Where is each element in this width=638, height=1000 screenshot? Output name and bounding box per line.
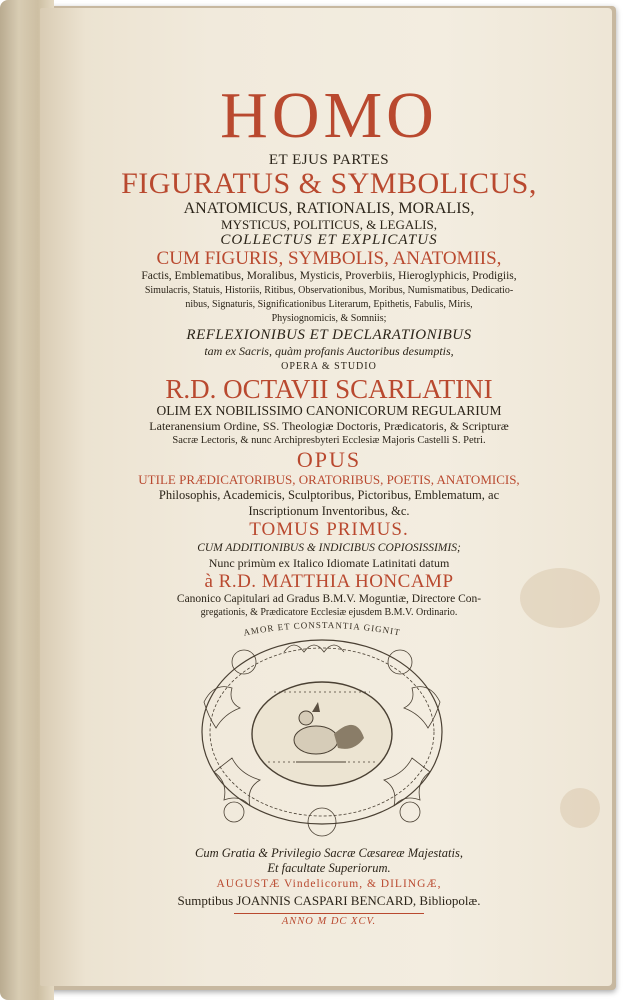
privilege-line: Cum Gratia & Privilegio Sacræ Cæsareæ Majestatis, xyxy=(195,846,463,860)
subtitle-line: ET EJUS PARTES xyxy=(268,152,390,168)
text-line: OLIM EX NOBILISSIMO CANONICORUM REGULARIUM xyxy=(156,403,502,418)
author-name: R.D. OCTAVII SCARLATINI xyxy=(165,374,493,404)
volume-heading: TOMUS PRIMUS. xyxy=(249,519,409,540)
text-line: Simulacris, Statuis, Historiis, Ritibus, Observationibus, Moribus, Numismatibus, Dedicatio- xyxy=(144,285,514,296)
imprint-place: AUGUSTÆ Vindelicorum, & DILINGÆ, xyxy=(216,878,442,890)
text-line: CUM ADDITIONIBUS & INDICIBUS COPIOSISSIMIS; xyxy=(197,542,461,554)
subtitle-red-line: FIGURATUS & SYMBOLICUS, xyxy=(121,167,537,200)
red-text-line: UTILE PRÆDICATORIBUS, ORATORIBUS, POETIS, ANATOMICIS, xyxy=(138,472,520,487)
text-line: Sacræ Lectoris, & nunc Archipresbyteri Ecclesiæ Majoris Castelli S. Petri. xyxy=(172,435,486,446)
text-line: tam ex Sacris, quàm profanis Auctoribus desumptis, xyxy=(204,344,454,358)
text-line: COLLECTUS ET EXPLICATUS xyxy=(220,232,438,248)
vignette-motto: AMOR ET CONSTANTIA GIGNIT xyxy=(242,622,402,638)
text-line: ANATOMICUS, RATIONALIS, MORALIS, xyxy=(183,200,475,217)
text-line: Factis, Emblematibus, Moralibus, Mysticis, Proverbiis, Hieroglyphicis, Prodigiis, xyxy=(141,270,517,282)
translator-name: à R.D. MATTHIA HONCAMP xyxy=(204,571,454,592)
svg-text:AMOR ET CONSTANTIA GIGNIT xyxy=(243,622,402,638)
imprint-publisher: Sumptibus JOANNIS CASPARI BENCARD, Bibliopolæ. xyxy=(177,893,481,908)
imprint-block xyxy=(54,846,604,929)
text-line: MYSTICUS, POLITICUS, & LEGALIS, xyxy=(221,217,437,232)
red-text-line: CUM FIGURIS, SYMBOLIS, ANATOMIIS, xyxy=(156,248,502,269)
main-title: HOMO xyxy=(220,79,438,152)
text-line: Canonico Capitulari ad Gradus B.M.V. Moguntiæ, Directore Con- xyxy=(176,593,482,605)
text-line: Lateranensium Ordine, SS. Theologiæ Doctoris, Prædicatoris, & Scripturæ xyxy=(149,419,509,433)
text-line: nibus, Signaturis, Significationibus Literarum, Epithetis, Fabulis, Miris, xyxy=(185,299,473,310)
imprint-year: ANNO M DC XCV. xyxy=(281,916,377,927)
text-line: OPERA & STUDIO xyxy=(281,361,377,372)
text-line: Inscriptionum Inventoribus, &c. xyxy=(248,504,410,518)
text-line: REFLEXIONIBUS ET DECLARATIONIBUS xyxy=(186,327,472,343)
title-page-text xyxy=(54,80,604,619)
text-line: Nunc primùm ex Italico Idiomate Latinitati datum xyxy=(208,556,450,570)
engraved-bird-vignette-icon xyxy=(184,622,460,844)
text-line: Physiognomicis, & Somniis; xyxy=(271,313,387,324)
privilege-line: Et facultate Superiorum. xyxy=(267,861,391,875)
text-line: gregationis, & Prædicatore Ecclesiæ ejusdem B.M.V. Ordinario. xyxy=(200,607,458,618)
opus-heading: OPUS xyxy=(296,447,362,472)
text-line: Philosophis, Academicis, Sculptoribus, Pictoribus, Emblematum, ac xyxy=(158,488,500,502)
